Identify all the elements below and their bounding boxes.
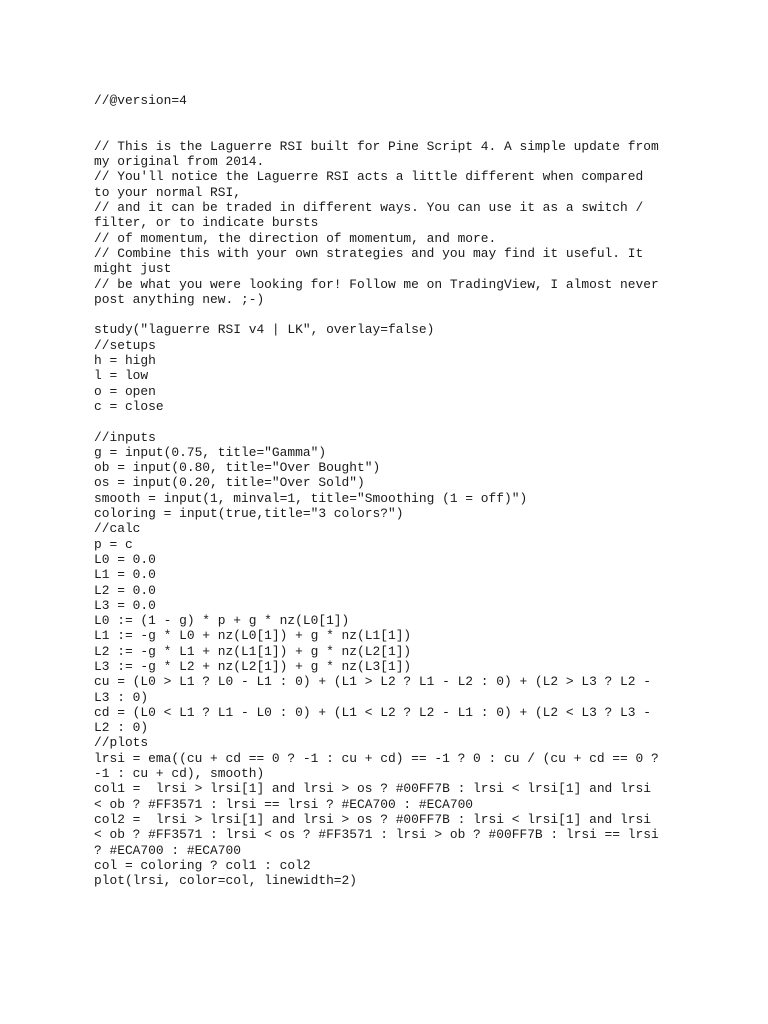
- code-listing: [94, 93, 694, 888]
- code-line: l = low: [94, 368, 149, 384]
- code-line: lrsi = ema((cu + cd == 0 ? -1 : cu + cd) == -1 ? 0 : cu / (cu + cd == 0 ?: [94, 750, 659, 766]
- code-line: filter, or to indicate bursts: [94, 215, 319, 231]
- code-line: //calc: [94, 521, 141, 537]
- code-line: col2 = lrsi > lrsi[1] and lrsi > os ? #00FF7B : lrsi < lrsi[1] and lrsi: [94, 811, 651, 827]
- code-line: os = input(0.20, title="Over Sold"): [94, 475, 365, 491]
- code-line: study("laguerre RSI v4 | LK", overlay=false): [94, 322, 435, 338]
- code-line: L2 = 0.0: [94, 582, 156, 598]
- code-line: // be what you were looking for! Follow me on TradingView, I almost never: [94, 276, 659, 292]
- code-line: cd = (L0 < L1 ? L1 - L0 : 0) + (L1 < L2 ? L2 - L1 : 0) + (L2 < L3 ? L3 -: [94, 704, 651, 720]
- code-line: L3 = 0.0: [94, 597, 156, 613]
- code-line: L1 := -g * L0 + nz(L0[1]) + g * nz(L1[1]): [94, 628, 412, 644]
- code-line: // of momentum, the direction of momentum, and more.: [94, 230, 497, 246]
- code-line: to your normal RSI,: [94, 184, 241, 200]
- code-line: L0 := (1 - g) * p + g * nz(L0[1]): [94, 613, 350, 629]
- code-line: //plots: [94, 735, 149, 751]
- code-line: //@version=4: [94, 93, 187, 108]
- code-line: L3 := -g * L2 + nz(L2[1]) + g * nz(L3[1]): [94, 658, 412, 674]
- code-line: // Combine this with your own strategies and you may find it useful. It: [94, 245, 644, 261]
- code-line: ob = input(0.80, title="Over Bought"): [94, 460, 381, 476]
- code-line: // You'll notice the Laguerre RSI acts a little different when compared: [94, 169, 644, 185]
- code-line: < ob ? #FF3571 : lrsi < os ? #FF3571 : lrsi > ob ? #00FF7B : lrsi == lrsi: [94, 827, 659, 843]
- code-line: -1 : cu + cd), smooth): [94, 766, 265, 782]
- code-line: L0 = 0.0: [94, 551, 156, 567]
- code-line: L2 := -g * L1 + nz(L1[1]) + g * nz(L2[1]): [94, 643, 412, 659]
- code-line: //inputs: [94, 429, 156, 445]
- code-line: L3 : 0): [94, 689, 149, 705]
- code-line: coloring = input(true,title="3 colors?"): [94, 506, 404, 522]
- code-line: c = close: [94, 398, 164, 414]
- code-line: L2 : 0): [94, 720, 149, 736]
- code-line: // and it can be traded in different ways. You can use it as a switch /: [94, 200, 644, 216]
- code-line: g = input(0.75, title="Gamma"): [94, 444, 327, 460]
- code-line: [94, 307, 694, 322]
- code-line: // This is the Laguerre RSI built for Pine Script 4. A simple update from: [94, 138, 659, 154]
- code-line: //setups: [94, 337, 156, 353]
- code-line: [94, 108, 694, 123]
- code-line: might just: [94, 261, 172, 277]
- code-line: cu = (L0 > L1 ? L0 - L1 : 0) + (L1 > L2 ? L1 - L2 : 0) + (L2 > L3 ? L2 -: [94, 674, 651, 690]
- code-line: post anything new. ;-): [94, 291, 265, 307]
- code-line: [94, 124, 694, 139]
- code-line: my original from 2014.: [94, 154, 265, 170]
- code-line: plot(lrsi, color=col, linewidth=2): [94, 873, 358, 889]
- code-line: smooth = input(1, minval=1, title="Smoothing (1 = off)"): [94, 490, 528, 506]
- code-line: [94, 414, 694, 429]
- code-line: ? #ECA700 : #ECA700: [94, 842, 241, 858]
- code-line: o = open: [94, 383, 156, 399]
- code-line: < ob ? #FF3571 : lrsi == lrsi ? #ECA700 : #ECA700: [94, 796, 474, 812]
- code-line: h = high: [94, 353, 156, 369]
- code-line: L1 = 0.0: [94, 567, 156, 583]
- code-line: col1 = lrsi > lrsi[1] and lrsi > os ? #00FF7B : lrsi < lrsi[1] and lrsi: [94, 781, 651, 797]
- code-line: p = c: [94, 536, 133, 552]
- code-line: col = coloring ? col1 : col2: [94, 857, 311, 873]
